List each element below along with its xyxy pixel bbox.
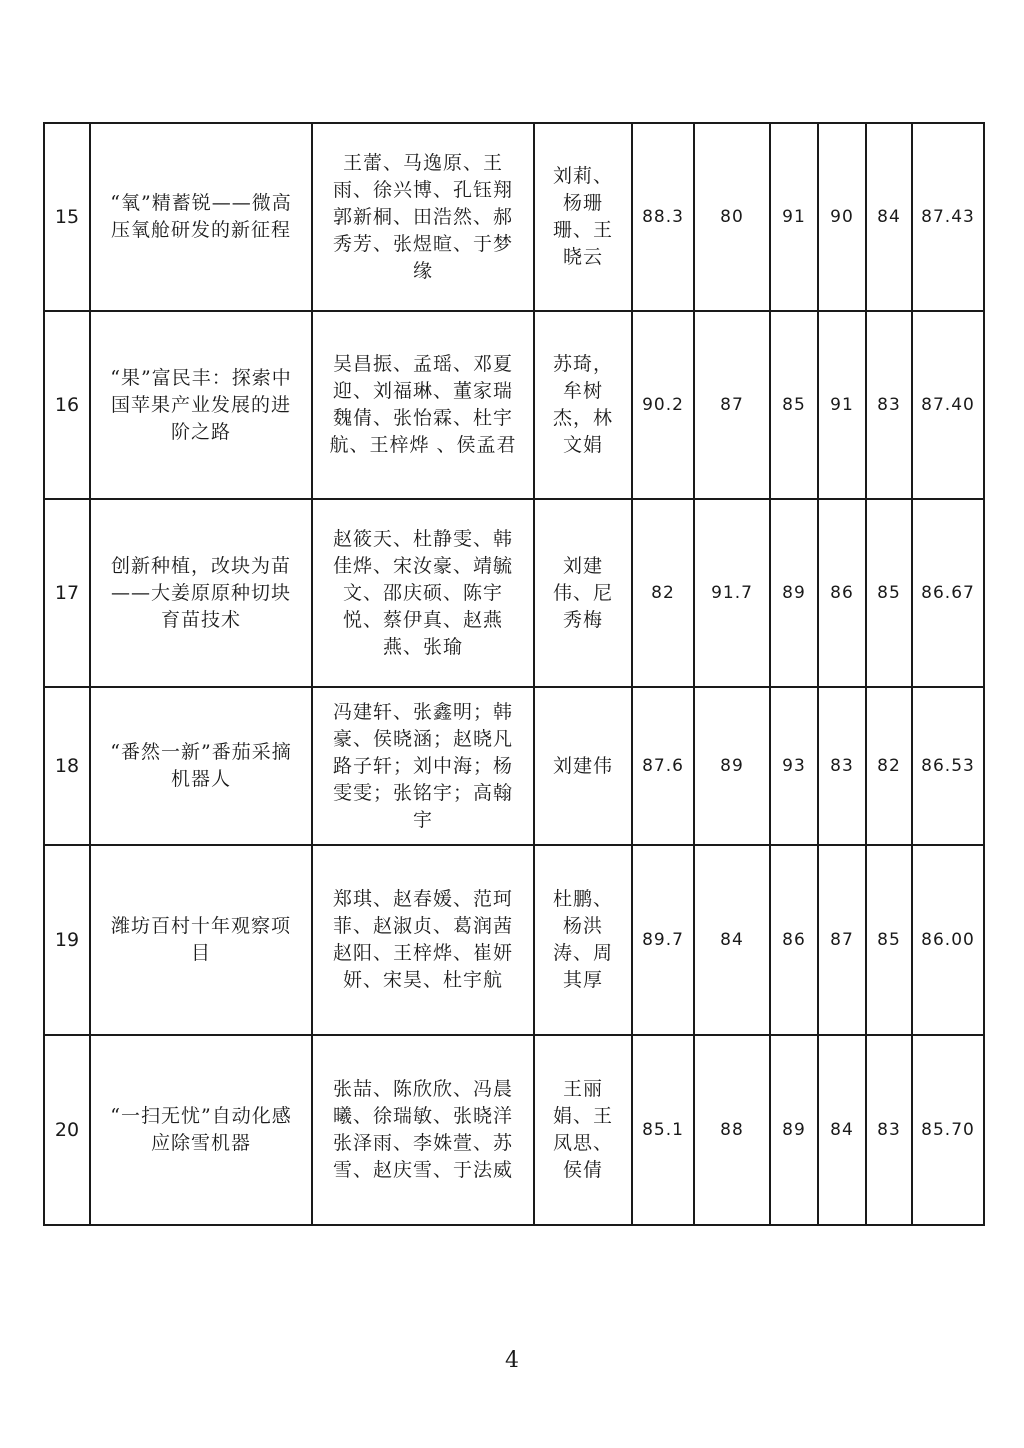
- score-1: 82: [632, 499, 694, 687]
- project-name: “一扫无忧”自动化感应除雪机器: [90, 1035, 312, 1225]
- score-2: 89: [694, 687, 770, 845]
- total-score: 86.00: [912, 845, 984, 1035]
- advisor: 刘莉、杨珊珊、王晓云: [534, 123, 632, 311]
- score-3: 89: [770, 1035, 818, 1225]
- advisor: 刘建伟、尼秀梅: [534, 499, 632, 687]
- total-score: 86.53: [912, 687, 984, 845]
- advisor: 杜鹏、杨洪涛、周其厚: [534, 845, 632, 1035]
- score-1: 88.3: [632, 123, 694, 311]
- score-1: 89.7: [632, 845, 694, 1035]
- score-3: 86: [770, 845, 818, 1035]
- score-3: 85: [770, 311, 818, 499]
- page-number: 4: [505, 1348, 519, 1373]
- score-table: [43, 122, 985, 1226]
- project-name: 潍坊百村十年观察项目: [90, 845, 312, 1035]
- table-row: [44, 845, 984, 1035]
- score-2: 87: [694, 311, 770, 499]
- row-number: 16: [44, 311, 90, 499]
- score-1: 87.6: [632, 687, 694, 845]
- total-score: 85.70: [912, 1035, 984, 1225]
- row-number: 20: [44, 1035, 90, 1225]
- project-name: “番然一新”番茄采摘机器人: [90, 687, 312, 845]
- row-number: 18: [44, 687, 90, 845]
- team-members: 赵筱天、杜静雯、韩佳烨、宋汝豪、靖毓文、邵庆硕、陈宇悦、蔡伊真、赵燕燕、张瑜: [312, 499, 534, 687]
- score-4: 83: [818, 687, 866, 845]
- score-3: 91: [770, 123, 818, 311]
- advisor: 刘建伟: [534, 687, 632, 845]
- row-number: 19: [44, 845, 90, 1035]
- score-3: 89: [770, 499, 818, 687]
- score-1: 90.2: [632, 311, 694, 499]
- team-members: 郑琪、赵春媛、范珂菲、赵淑贞、葛润茜赵阳、王梓烨、崔妍妍、宋昊、杜宇航: [312, 845, 534, 1035]
- table-row: [44, 123, 984, 311]
- team-members: 张喆、陈欣欣、冯晨曦、徐瑞敏、张晓洋张泽雨、李姝萱、苏雪、赵庆雪、于法威: [312, 1035, 534, 1225]
- score-1: 85.1: [632, 1035, 694, 1225]
- total-score: 87.43: [912, 123, 984, 311]
- score-2: 88: [694, 1035, 770, 1225]
- score-5: 83: [866, 311, 912, 499]
- score-5: 83: [866, 1035, 912, 1225]
- project-name: “果”富民丰：探索中国苹果产业发展的进阶之路: [90, 311, 312, 499]
- score-5: 84: [866, 123, 912, 311]
- advisor: 苏琦，牟树杰，林文娟: [534, 311, 632, 499]
- score-3: 93: [770, 687, 818, 845]
- project-name: “氧”精蓄锐——微高压氧舱研发的新征程: [90, 123, 312, 311]
- row-number: 17: [44, 499, 90, 687]
- total-score: 86.67: [912, 499, 984, 687]
- table-row: [44, 499, 984, 687]
- score-4: 84: [818, 1035, 866, 1225]
- score-2: 80: [694, 123, 770, 311]
- score-2: 91.7: [694, 499, 770, 687]
- score-4: 90: [818, 123, 866, 311]
- score-4: 87: [818, 845, 866, 1035]
- team-members: 吴昌振、孟瑶、邓夏迎、刘福琳、董家瑞魏倩、张怡霖、杜宇航、王梓烨 、侯孟君: [312, 311, 534, 499]
- total-score: 87.40: [912, 311, 984, 499]
- score-5: 82: [866, 687, 912, 845]
- score-5: 85: [866, 499, 912, 687]
- project-name: 创新种植，改块为苗——大姜原原种切块育苗技术: [90, 499, 312, 687]
- score-5: 85: [866, 845, 912, 1035]
- score-4: 86: [818, 499, 866, 687]
- score-2: 84: [694, 845, 770, 1035]
- team-members: 王蕾、马逸原、王雨、徐兴博、孔钰翔郭新桐、田浩然、郝秀芳、张煜暄、于梦缘: [312, 123, 534, 311]
- team-members: 冯建轩、张鑫明；韩豪、侯晓涵；赵晓凡路子轩；刘中海；杨雯雯；张铭宇；高翰宇: [312, 687, 534, 845]
- table-row: [44, 311, 984, 499]
- table-row: [44, 1035, 984, 1225]
- table-row: [44, 687, 984, 845]
- row-number: 15: [44, 123, 90, 311]
- advisor: 王丽娟、王凤思、侯倩: [534, 1035, 632, 1225]
- score-4: 91: [818, 311, 866, 499]
